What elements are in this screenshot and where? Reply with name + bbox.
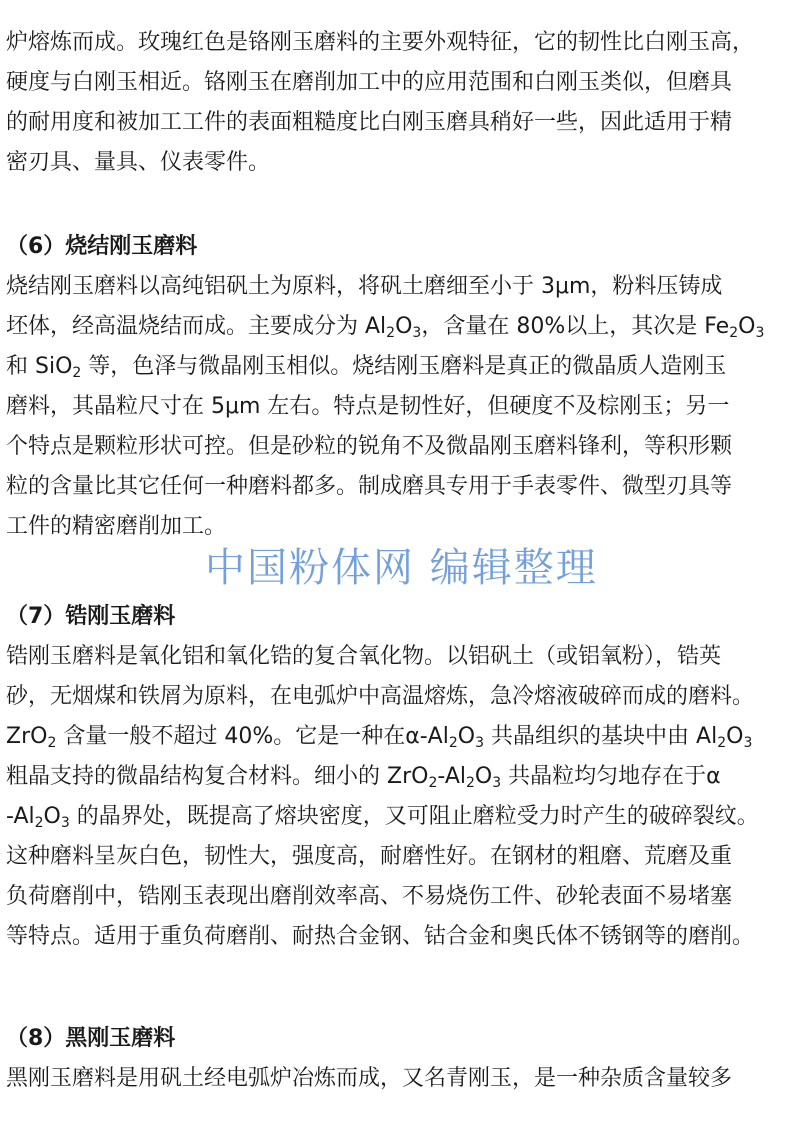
- paragraph-line: 烧结刚玉磨料以高纯铝矾土为原料，将矾土磨细至小于 3μm，粉料压铸成: [6, 274, 723, 299]
- paragraph-line: 等特点。适用于重负荷磨削、耐热合金钢、钴合金和奥氏体不锈钢等的磨削。: [6, 924, 755, 949]
- watermark: 中国粉体网 编辑整理: [205, 545, 598, 591]
- section-heading-8: （8）黑刚玉磨料: [6, 1026, 176, 1051]
- paragraph-line: 坯体，经高温烧结而成。主要成分为 $Al_2O_3$，含量在 80%以上，其次是 $Fe_2O_3$: [6, 314, 765, 341]
- paragraph-line: 和 SiO$_2$ 等，色泽与微晶刚玉相似。烧结刚玉磨料是真正的微晶质人造刚玉: [6, 354, 727, 381]
- paragraph-line: ZrO$_2$ 含量一般不超过 40%。它是一种在$\alpha-Al_2O_3$ 共晶组织的基块中由 $Al_2O_3$: [6, 724, 753, 751]
- paragraph-line: 黑刚玉磨料是用矾土经电弧炉冶炼而成，又名青刚玉，是一种杂质含量较多: [6, 1066, 733, 1091]
- paragraph-line: 砂，无烟煤和铁屑为原料，在电弧炉中高温熔炼，急冷熔液破碎而成的磨料。: [6, 684, 755, 709]
- paragraph-line: 的耐用度和被加工工件的表面粗糙度比白刚玉磨具稍好一些，因此适用于精: [6, 110, 733, 135]
- paragraph-line: 粗晶支持的微晶结构复合材料。细小的 $ZrO_2-Al_2O_3$ 共晶粒均匀地存在于α: [6, 764, 721, 791]
- paragraph-line: 硬度与白刚玉相近。铬刚玉在磨削加工中的应用范围和白刚玉类似，但磨具: [6, 70, 733, 95]
- paragraph-line: 密刃具、量具、仪表零件。: [6, 150, 271, 175]
- paragraph-line: 工件的精密磨削加工。: [6, 514, 227, 539]
- paragraph-line: 炉熔炼而成。玫瑰红色是铬刚玉磨料的主要外观特征，它的韧性比白刚玉高，: [6, 30, 755, 55]
- paragraph-line: 粒的含量比其它任何一种磨料都多。制成磨具专用于手表零件、微型刃具等: [6, 474, 733, 499]
- paragraph-line: 这种磨料呈灰白色，韧性大，强度高，耐磨性好。在钢材的粗磨、荒磨及重: [6, 844, 733, 869]
- section-heading-6: （6）烧结刚玉磨料: [6, 234, 198, 259]
- paragraph-line: 负荷磨削中，锆刚玉表现出磨削效率高、不易烧伤工件、砂轮表面不易堵塞: [6, 884, 733, 909]
- paragraph-line: 磨料，其晶粒尺寸在 5μm 左右。特点是韧性好，但硬度不及棕刚玉；另一: [6, 394, 730, 419]
- section-heading-7: （7）锆刚玉磨料: [6, 604, 176, 629]
- paragraph-line: $-Al_2O_3$ 的晶界处，既提高了熔块密度，又可阻止磨粒受力时产生的破碎裂纹。: [6, 804, 759, 831]
- paragraph-line: 锆刚玉磨料是氧化铝和氧化锆的复合氧化物。以铝矾土（或铝氧粉），锆英: [6, 644, 722, 669]
- paragraph-line: 个特点是颗粒形状可控。但是砂粒的锐角不及微晶刚玉磨料锋利，等积形颗: [6, 434, 733, 459]
